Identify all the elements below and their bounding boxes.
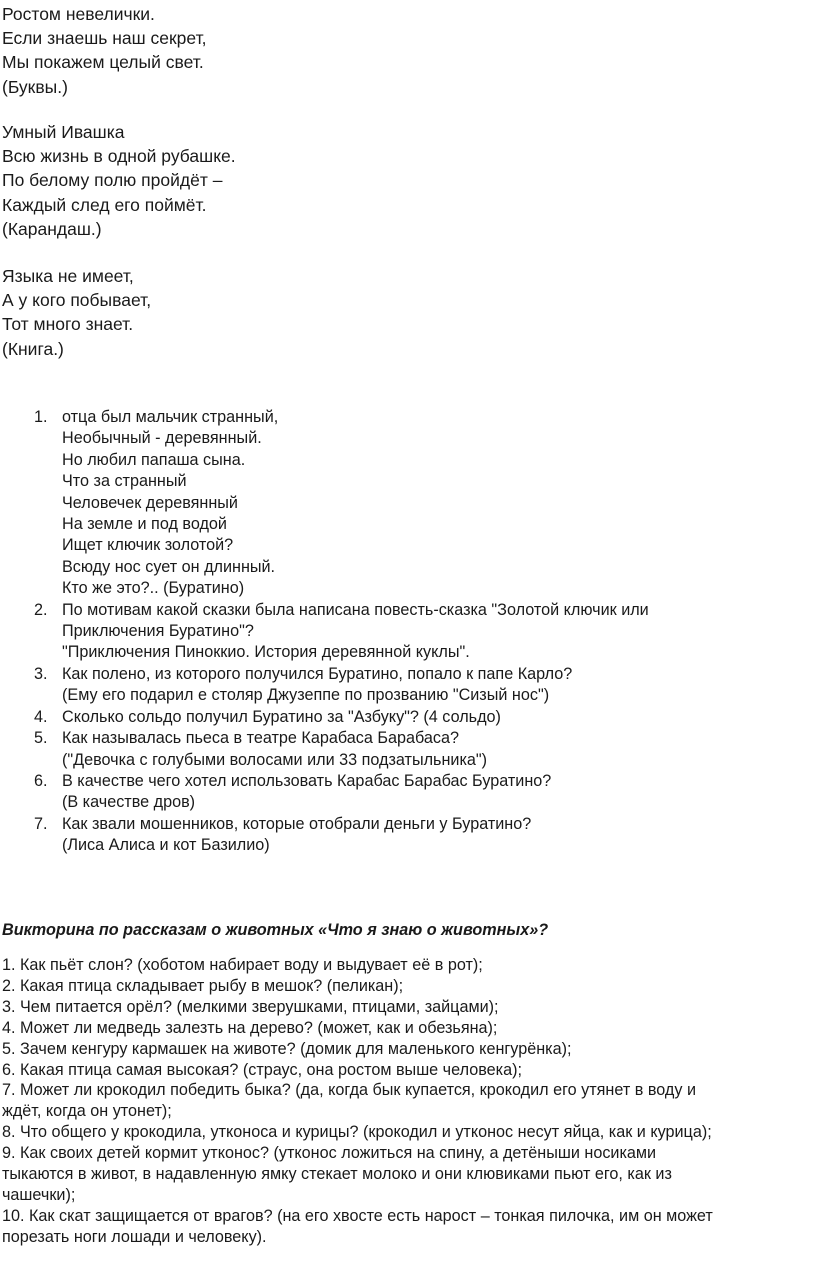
list-line: Как звали мошенников, которые отобрали деньги у Буратино? (62, 814, 532, 833)
list-number: 5. (34, 729, 48, 748)
animal-quiz-list (2, 955, 814, 1248)
question-line: 7. Может ли крокодил победить быка? (да, когда бык купается, крокодил его утянет в воду и (2, 1081, 696, 1100)
list-line: Необычный - деревянный. (62, 429, 262, 448)
list-number: 6. (34, 771, 48, 790)
question-line: 10. Как скат защищается от врагов? (на его хвосте есть нарост – тонкая пилочка, им он может (2, 1206, 713, 1225)
list-line: Ищет ключик золотой? (62, 536, 234, 555)
list-item (0, 728, 816, 771)
list-item (0, 664, 816, 707)
riddle-line: Если знаешь наш секрет, (2, 28, 207, 49)
riddle-line: Каждый след его поймёт. (2, 194, 207, 215)
question-line: 3. Чем питается орёл? (мелкими зверушками, птицами, зайцами); (2, 997, 499, 1016)
list-line: Человечек деревянный (62, 493, 238, 512)
riddle-pencil (2, 120, 236, 241)
riddle-answer: (Книга.) (2, 338, 64, 359)
list-line: ("Девочка с голубыми волосами или 33 подзатыльника") (62, 750, 488, 769)
question-line: чашечки); (2, 1185, 76, 1204)
riddle-line: Тот много знает. (2, 314, 134, 335)
list-item (0, 707, 816, 728)
list-item (0, 771, 816, 814)
question-line: 6. Какая птица самая высокая? (страус, она ростом выше человека); (2, 1060, 522, 1079)
riddle-line: Языка не имеет, (2, 266, 134, 286)
list-item (0, 814, 816, 857)
riddle-line: Всю жизнь в одной рубашке. (2, 146, 236, 167)
list-line: Что за странный (62, 472, 187, 491)
question-line: тыкаются в живот, в надавленную ямку стекает молоко и они клювиками пьют его, как из (2, 1165, 672, 1184)
question-line: 9. Как своих детей кормит утконос? (утконос ложиться на спину, а детёныши носиками (2, 1144, 657, 1163)
section-title: Викторина по рассказам о животных «Что я знаю о животных»? (2, 921, 549, 939)
list-number: 1. (34, 408, 48, 426)
list-line: Как называлась пьеса в театре Карабаса Барабаса? (62, 729, 459, 748)
riddle-line: По белому полю пройдёт – (2, 170, 223, 191)
list-line: отца был мальчик странный, (62, 408, 279, 426)
riddle-answer: (Буквы.) (2, 76, 68, 97)
list-line: В качестве чего хотел использовать Карабас Барабас Буратино? (62, 771, 552, 790)
riddle-letters (2, 2, 207, 99)
question-line: порезать ноги лошади и человеку). (2, 1227, 267, 1246)
riddle-answer: (Карандаш.) (2, 218, 102, 239)
list-line: Приключения Буратино"? (62, 622, 254, 641)
question-line: 5. Зачем кенгуру кармашек на животе? (домик для маленького кенгурёнка); (2, 1039, 572, 1058)
list-number: 7. (34, 814, 48, 833)
riddle-line: А у кого побывает, (2, 290, 152, 311)
riddle-line: Мы покажем целый свет. (2, 52, 204, 73)
riddle-line: Умный Ивашка (2, 122, 125, 142)
list-line: "Приключения Пиноккио. История деревянной куклы". (62, 643, 470, 662)
question-line: ждёт, когда он утонет); (2, 1102, 172, 1121)
list-line: Но любил папаша сына. (62, 450, 246, 469)
riddle-line: Ростом невелички. (2, 4, 155, 24)
list-line: (Ему его подарил е столяр Джузеппе по прозванию "Сизый нос") (62, 686, 550, 705)
riddle-book (2, 264, 151, 361)
list-line: На земле и под водой (62, 515, 227, 534)
list-line: Как полено, из которого получился Буратино, попало к папе Карло? (62, 664, 573, 683)
list-number: 4. (34, 707, 48, 726)
question-line: 8. Что общего у крокодила, утконоса и курицы? (крокодил и утконос несут яйца, как и курица); (2, 1123, 712, 1142)
list-line: Сколько сольдо получил Буратино за "Азбуку"? (4 сольдо) (62, 707, 501, 726)
list-line: Всюду нос сует он длинный. (62, 557, 276, 576)
buratino-quiz-list (0, 407, 816, 857)
list-line: (В качестве дров) (62, 793, 196, 812)
question-line: 1. Как пьёт слон? (хоботом набирает воду и выдувает её в рот); (2, 956, 483, 974)
list-line: По мотивам какой сказки была написана повесть-сказка "Золотой ключик или (62, 600, 649, 619)
list-item (0, 407, 816, 600)
list-line: (Лиса Алиса и кот Базилио) (62, 836, 270, 855)
question-line: 2. Какая птица складывает рыбу в мешок? (пеликан); (2, 976, 404, 995)
list-number: 3. (34, 664, 48, 683)
list-item (0, 600, 816, 664)
question-line: 4. Может ли медведь залезть на дерево? (может, как и обезьяна); (2, 1018, 498, 1037)
list-line: Кто же это?.. (Буратино) (62, 579, 245, 598)
list-number: 2. (34, 600, 48, 619)
